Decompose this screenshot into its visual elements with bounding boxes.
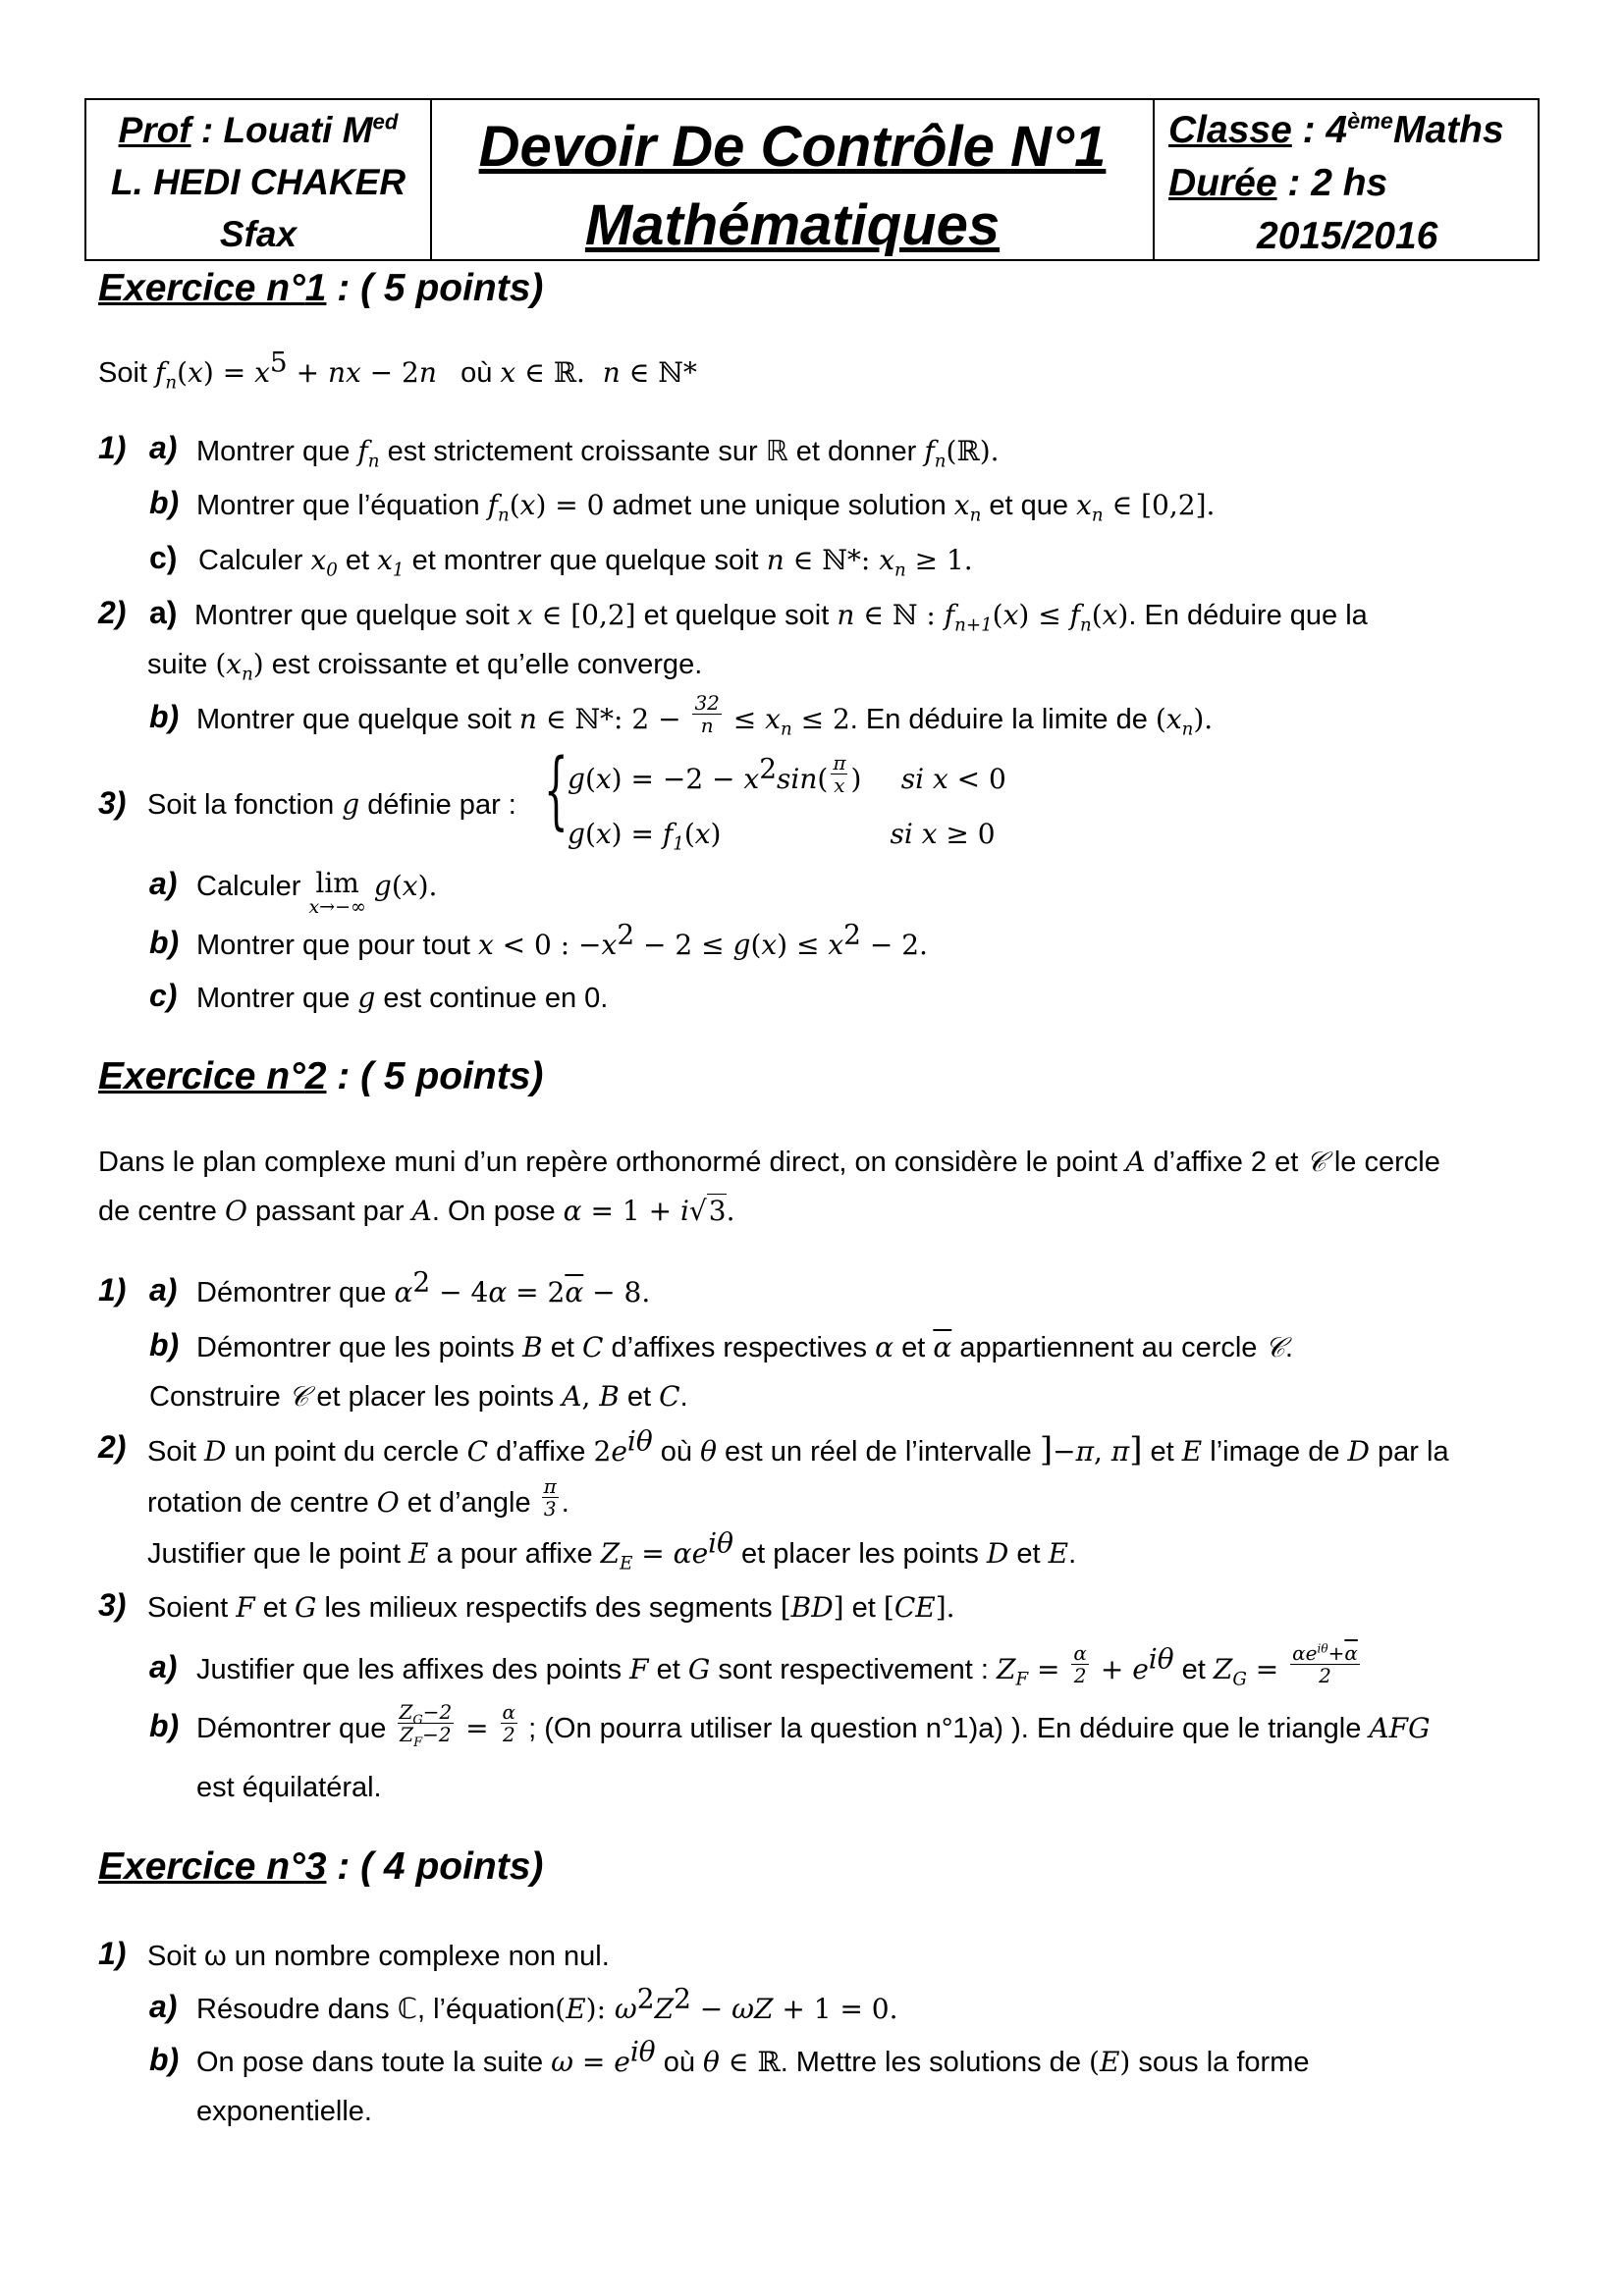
ex1-q3-text: Soit la fonction g définie par : xyxy=(147,788,516,821)
piecewise-line-2: $g(x) = f_1(x)$ si x ≥ 0 xyxy=(568,818,996,855)
duree-label: Durée xyxy=(1168,162,1277,204)
ex1-q2a-text-2: suite $(x_n)$ est croissante et qu’elle converge. xyxy=(147,648,703,685)
ex1-q3b-letter: b) xyxy=(149,925,180,960)
ex1-q3a-text: Calculer lim x→−∞ g(x). xyxy=(196,867,438,918)
ex1-q1b-text: Montrer que l’équation $f_n(x) = 0$ admet une unique solution $x_n$ et que $x_n$ ∈ [0,2]. xyxy=(196,489,1216,526)
header-title-cell xyxy=(432,100,1155,259)
ex3-q1-text: Soit ω un nombre complexe non nul. xyxy=(147,1941,610,1972)
ex1-q2b-text: Montrer que quelque soit n ∈ ℕ*: 2 − $\frac{32}{n}$ ≤ $x_n \le 2$. En déduire la limite de $(x_n)$. xyxy=(196,690,1214,740)
ex2-q1b-text: Démontrer que les points B et C d’affixes respectives α et $\overline{\alpha}$ appartiennent au cercle 𝒞. xyxy=(196,1331,1293,1363)
ex1-q1a-letter: a) xyxy=(149,430,178,465)
exam-title: Devoir De Contrôle N°1 xyxy=(478,115,1107,179)
exercise-3-title: Exercice n°3 : ( 4 points) xyxy=(98,1845,544,1888)
ex2-q1b-text-2: Construire 𝒞 et placer les points A, B et C. xyxy=(149,1380,688,1413)
ex3-q1a-text: Résoudre dans ℂ, l’équation(E): $\omega^2Z^2 - \omega Z + 1 = 0$. xyxy=(196,1982,898,2025)
ex2-q2-text: Soit D un point du cercle C d’affixe $2e^{i\theta}$ où θ est un réel de l’intervalle ]−π, π] et E l’image de D par la xyxy=(147,1424,1449,1469)
ex1-q3b-text: Montrer que pour tout x < 0 : $-x^2 - 2 \le g(x) \le x^2 - 2$. xyxy=(196,918,928,961)
piecewise-brace: { xyxy=(544,741,568,839)
ex2-q3b-text-2: est équilatéral. xyxy=(196,1772,382,1803)
header-table xyxy=(84,98,1540,261)
header-teacher-cell: Prof : Louati $M^{ed}$ L. HEDI CHAKER Sfax xyxy=(86,100,432,259)
ex3-q1b-letter: b) xyxy=(149,2042,180,2077)
ex1-q3-number: 3) xyxy=(98,785,127,821)
school-name: L. HEDI CHAKER xyxy=(110,162,406,202)
ex2-intro-2: de centre O passant par A. On pose α = 1 + i√3. xyxy=(98,1195,735,1227)
school-year: 2015/2016 xyxy=(1257,215,1438,257)
piecewise-line-1: $g(x) = -2 - x^2\sin$( $\frac{\pi}{x}$ ) si x < 0 xyxy=(568,750,1006,797)
ex3-q1a-letter: a) xyxy=(149,1989,178,2024)
ex2-q1a-letter: a) xyxy=(149,1272,178,1308)
ex1-q1c-text: Calculer $x_0$ et $x_1$ et montrer que quelque soit n ∈ ℕ*: $x_n \ge 1$. xyxy=(198,544,973,581)
ex2-q2-text-3: Justifier que le point E a pour affixe $Z_E = \alpha e^{i\theta}$ et placer les points D et E. xyxy=(147,1526,1077,1575)
exercise-1-title: Exercice n°1 : ( 5 points) xyxy=(98,267,544,309)
ex2-q1b-letter: b) xyxy=(149,1327,180,1362)
ex3-q1-number: 1) xyxy=(98,1936,127,1971)
ex1-q1a-text: Montrer que $f_n$ est strictement croissante sur ℝ et donner $f_n(ℝ)$. xyxy=(196,435,1000,472)
ex1-q2a-letter: a) xyxy=(149,595,178,630)
ex1-q2b-letter: b) xyxy=(149,699,180,734)
ex2-q3a-text: Justifier que les affixes des points F et G sont respectivement : $Z_F$ = $\frac{\alpha}{2}$ + $e^{i\theta}$ et $Z_G$ = $\frac{\alpha e^{i\theta}+\overline{\alpha}}{2}$ xyxy=(196,1640,1358,1690)
ex2-q3b-letter: b) xyxy=(149,1708,180,1743)
ex1-q3a-letter: a) xyxy=(149,866,178,901)
classe-label: Classe xyxy=(1168,109,1292,151)
ex2-q1a-text: Démontrer que $\alpha^2 - 4\alpha = 2\overline{\alpha} - 8$. xyxy=(196,1265,651,1308)
ex3-q1b-text-2: exponentielle. xyxy=(196,2096,372,2127)
prof-label: Prof xyxy=(118,110,191,150)
ex3-q1b-text: On pose dans toute la suite $\omega = e^{i\theta}$ où θ ∈ ℝ. Mettre les solutions de (E) sous la forme xyxy=(196,2035,1310,2078)
ex2-q3-number: 3) xyxy=(98,1587,127,1623)
ex2-q3b-text: Démontrer que $\frac{Z_G-2}{Z_F-2}$ = $\frac{\alpha}{2}$ ; (On pourra utiliser la question n°1)a) ). En déduire que le triangle AFG xyxy=(196,1699,1431,1750)
ex1-q3c-letter: c) xyxy=(149,978,178,1013)
ex2-q2-number: 2) xyxy=(98,1429,127,1465)
ex2-intro-1: Dans le plan complexe muni d’un repère orthonormé direct, on considère le point A d’affixe 2 et 𝒞 le cercle xyxy=(98,1146,1440,1178)
header-class-cell: Classe : 4èmeMaths Durée : 2 hs 2015/2016 xyxy=(1155,100,1538,259)
ex1-q1-number: 1) xyxy=(98,430,127,465)
ex1-intro: Soit $f_n(x) = x^5$ + nx − 2n où x ∈ ℝ. n ∈ ℕ* xyxy=(98,346,697,394)
ex1-q1c-letter: c) xyxy=(149,540,178,575)
ex1-q2a-text: Montrer que quelque soit x ∈ [0,2] et quelque soit n ∈ ℕ : $f_{n+1}(x) \le f_n(x)$. En déduire que la xyxy=(194,599,1368,636)
exam-subject: Mathématiques xyxy=(584,193,1001,257)
exercise-2-title: Exercice n°2 : ( 5 points) xyxy=(98,1055,544,1097)
ex2-q2-text-2: rotation de centre O et d’angle $\frac{\pi}{3}$ . xyxy=(147,1473,569,1521)
ex2-q1-number: 1) xyxy=(98,1272,127,1308)
ex2-q3a-letter: a) xyxy=(149,1649,178,1684)
city-name: Sfax xyxy=(219,214,298,254)
ex2-q3-text: Soient F et G les milieux respectifs des segments [BD] et [CE]. xyxy=(147,1591,955,1624)
ex1-q3c-text: Montrer que g est continue en 0. xyxy=(196,982,609,1014)
ex1-q1b-letter: b) xyxy=(149,485,180,520)
ex1-q2-number: 2) xyxy=(98,595,127,630)
